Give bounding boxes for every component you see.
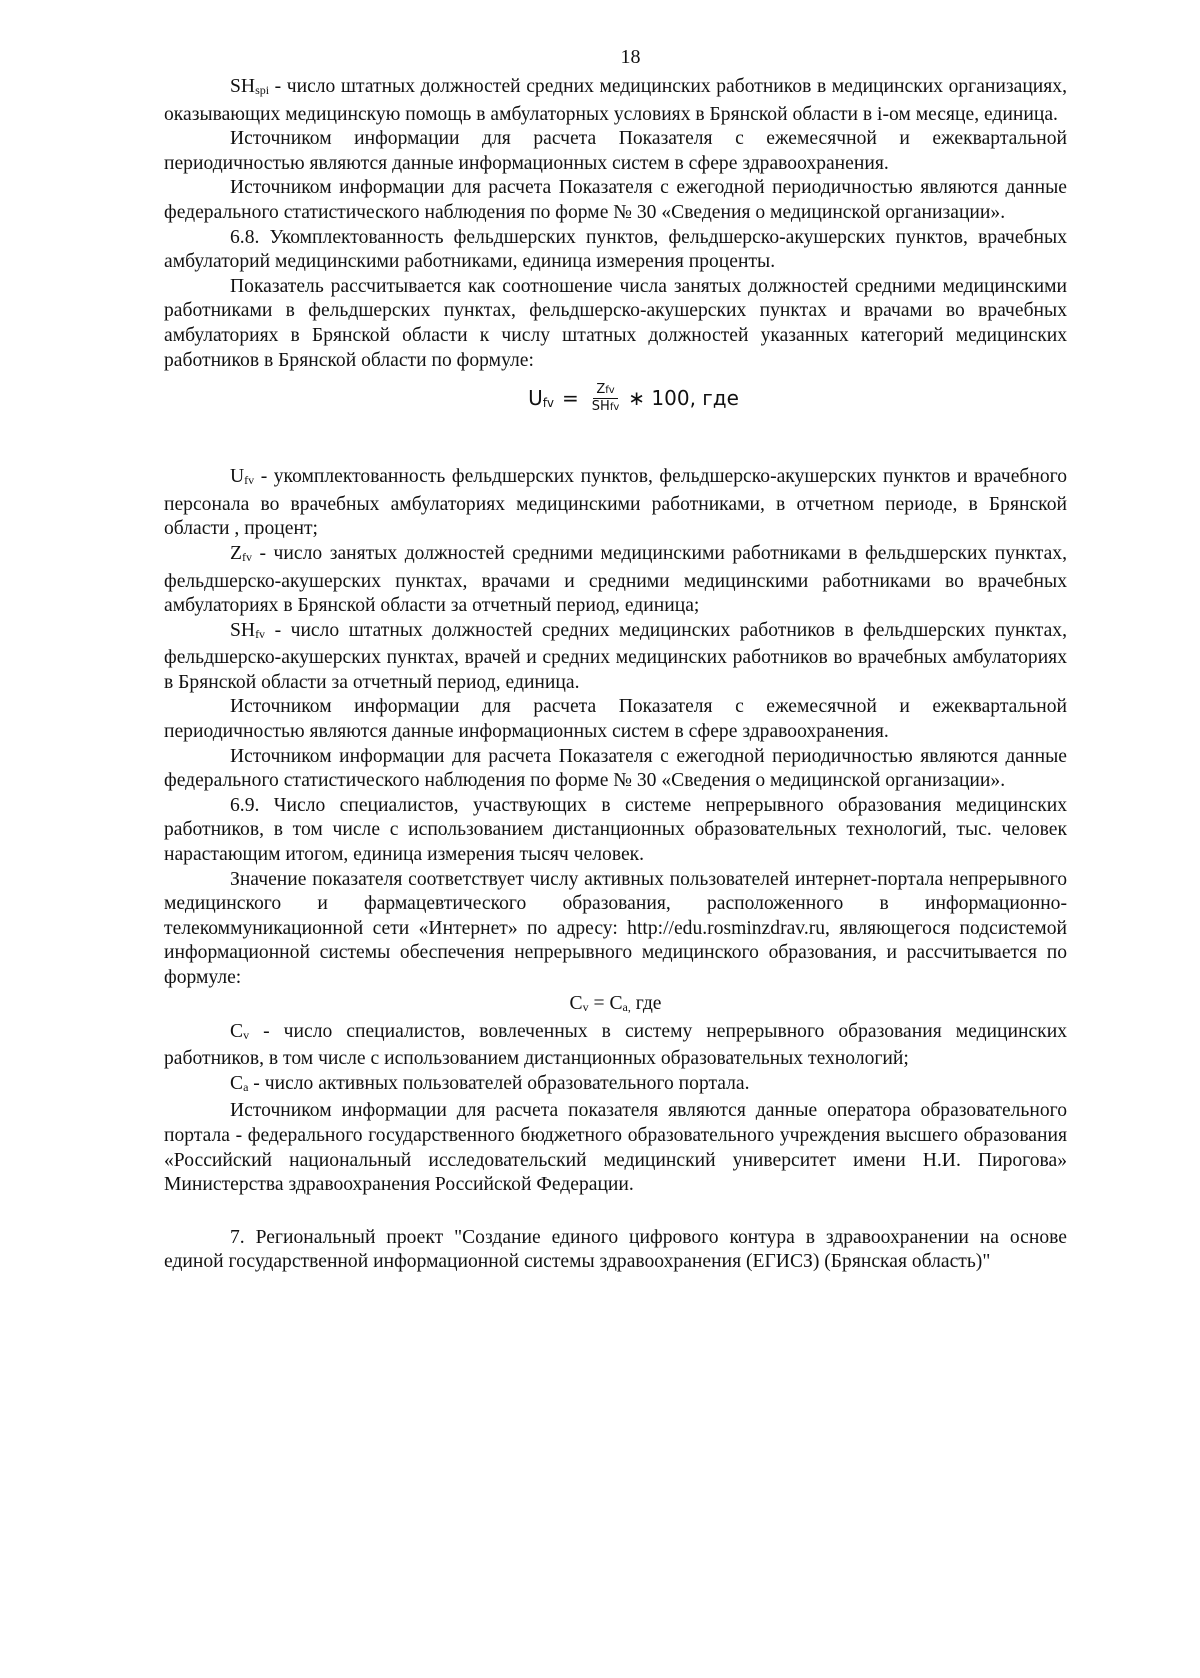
formula-ufv <box>164 375 1067 421</box>
symbol: SH <box>230 76 256 97</box>
paragraph-zfv-definition: Zfv - число занятых должностей средними медицинскими работниками в фельдшерских пунктах, фельдшерско-акушерских пунктах, врачами и средними медицинскими работниками во врачебных амбулаториях в Брянской области за отчетный период, единица; <box>164 542 1067 617</box>
paragraph-ufv-definition: Ufv - укомплектованность фельдшерских пунктов, фельдшерско-акушерских пунктов и врачебного персонала во врачебных амбулаториях медицинскими работниками, в отчетном периоде, в Брянской области , процент; <box>164 466 1067 540</box>
symbol-subscript: spi <box>255 83 270 97</box>
paragraph-shspi-definition <box>164 75 1067 127</box>
paragraph-source-annual: Источником информации для расчета Показателя с ежегодной периодичностью являются данные федерального статистического наблюдения по форме № 30 «Сведения о медицинской организации». <box>164 177 1067 223</box>
paragraph-cv-definition: Cv - число специалистов, вовлеченных в систему непрерывного образования медицинских работников, в том числе с использованием дистанционных образовательных технологий; <box>164 1020 1067 1070</box>
formula-equals: = <box>562 386 579 411</box>
fraction-numerator: Zfv <box>593 382 617 399</box>
paragraph-shfv-definition: SHfv - число штатных должностей средних медицинских работников в фельдшерских пунктах, фельдшерско-акушерских пунктах, врачей и средних медицинских работников во врачебных амбулаториях в Брянской области за отчетный период, единица. <box>164 619 1067 693</box>
paragraph-source-operator: Источником информации для расчета показателя являются данные оператора образовательного портала - федерального государственного бюджетного образовательного учреждения высшего образования «Российский национальный исследовательский медицинский университет имени Н.И. Пирогова» Министерства здравоохранения Российской Федерации. <box>164 1100 1067 1196</box>
page-number: 18 <box>620 46 641 68</box>
paragraph-source-annual-2: Источником информации для расчета Показателя с ежегодной периодичностью являются данные федерального статистического наблюдения по форме № 30 «Сведения о медицинской организации». <box>164 745 1067 792</box>
formula-lhs: Ufv <box>528 386 555 411</box>
paragraph-source-monthly: Источником информации для расчета Показателя с ежемесячной и ежеквартальной периодичностью являются данные информационных систем в сфере здравоохранения. <box>164 128 1067 174</box>
paragraph-section-7: 7. Региональный проект "Создание единого цифрового контура в здравоохранении на основе единой государственной информационной системы здравоохранения (ЕГИСЗ) (Брянская область)" <box>164 1226 1067 1273</box>
paragraph-section-6-9: 6.9. Число специалистов, участвующих в системе непрерывного образования медицинских работников, в том числе с использованием дистанционных образовательных технологий, тыс. человек нарастающим итогом, единица измерения тысяч человек. <box>164 794 1067 866</box>
formula-fraction <box>589 382 622 415</box>
paragraph-calculation-6-8: Показатель рассчитывается как соотношение числа занятых должностей средними медицинскими работниками в фельдшерских пунктах, фельдшерско-акушерских пунктах и врачами во врачебных амбулаториях в Брянской области к числу штатных должностей указанных категорий медицинских работников в Брянской области по формуле: <box>164 275 1067 371</box>
paragraph-ca-definition: Ca - число активных пользователей образовательного портала. <box>230 1072 750 1094</box>
definition-text: - число штатных должностей средних медицинских работников в медицинских организациях, оказывающих медицинскую помощь в амбулаторных условиях в Брянской области в i-ом месяце, единица. <box>164 76 1067 125</box>
paragraph-indicator-value: Значение показателя соответствует числу активных пользователей интернет-портала непрерывного медицинского и фармацевтического образования, расположенного в информационно-телекоммуникационной сети «Интернет» по адресу: http://edu.rosminzdrav.ru, являющегося подсистемой информационной системы обеспечения непрерывного медицинского образования, и рассчитывается по формуле: <box>164 868 1067 988</box>
paragraph-source-monthly-2: Источником информации для расчета Показателя с ежемесячной и ежеквартальной периодичностью являются данные информационных систем в сфере здравоохранения. <box>164 696 1067 743</box>
paragraph-section-6-8: 6.8. Укомплектованность фельдшерских пунктов, фельдшерско-акушерских пунктов, врачебных амбулаторий медицинскими работниками, единица измерения проценты. <box>164 226 1067 273</box>
formula-cv: Cv = Ca, где <box>569 992 662 1014</box>
fraction-denominator: SHfv <box>591 398 620 414</box>
formula-rhs: ∗ 100, где <box>628 386 739 411</box>
